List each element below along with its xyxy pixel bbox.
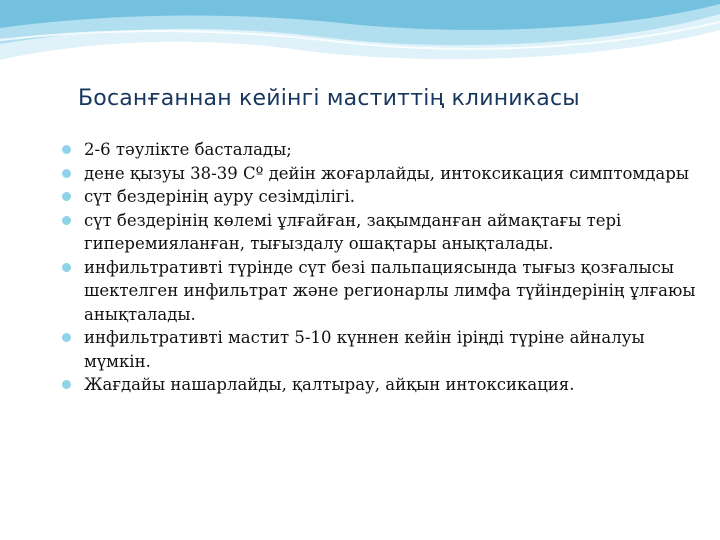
bullet-item: [62, 373, 702, 397]
bullet-marker-icon: [62, 263, 71, 272]
bullet-text: сүт бездерінің ауру сезімділігі.: [84, 187, 356, 206]
bullet-list: [62, 138, 702, 397]
bullet-marker-icon: [62, 192, 71, 201]
header-wave-decoration: [0, 0, 720, 70]
bullet-item: [62, 138, 702, 162]
bullet-marker-icon: [62, 145, 71, 154]
bullet-marker-icon: [62, 380, 71, 389]
bullet-text: дене қызуы 38-39 Сº дейін жоғарлайды, интоксикация симптомдары: [84, 163, 689, 183]
bullet-item: [62, 256, 702, 327]
bullet-item: [62, 162, 702, 186]
bullet-item: [62, 185, 702, 209]
slide-title: Босанғаннан кейінгі маститтің клиникасы: [78, 86, 580, 111]
bullet-marker-icon: [62, 216, 71, 225]
bullet-text: сүт бездерінің көлемі ұлғайған, зақымданған аймақтағы терi гиперемияланған, тығыздалу ошақтары анықталады.: [84, 210, 622, 253]
bullet-text: 2-6 тәулікте басталады;: [84, 140, 292, 159]
bullet-text: Жағдайы нашарлайды, қалтырау, айқын интоксикация.: [84, 375, 575, 394]
bullet-item: [62, 209, 702, 256]
bullet-text: инфильтративті мастит 5-10 күннен кейін іріңді түріне айналуы мүмкін.: [84, 328, 645, 371]
bullet-marker-icon: [62, 333, 71, 342]
bullet-marker-icon: [62, 169, 71, 178]
bullet-item: [62, 326, 702, 373]
bullet-text: инфильтративті түрінде сүт безі пальпациясында тығыз қозғалысы шектелген инфильтрат және регионарлы лимфа түйіндерінің ұлғаюы анықталады.: [84, 257, 696, 324]
